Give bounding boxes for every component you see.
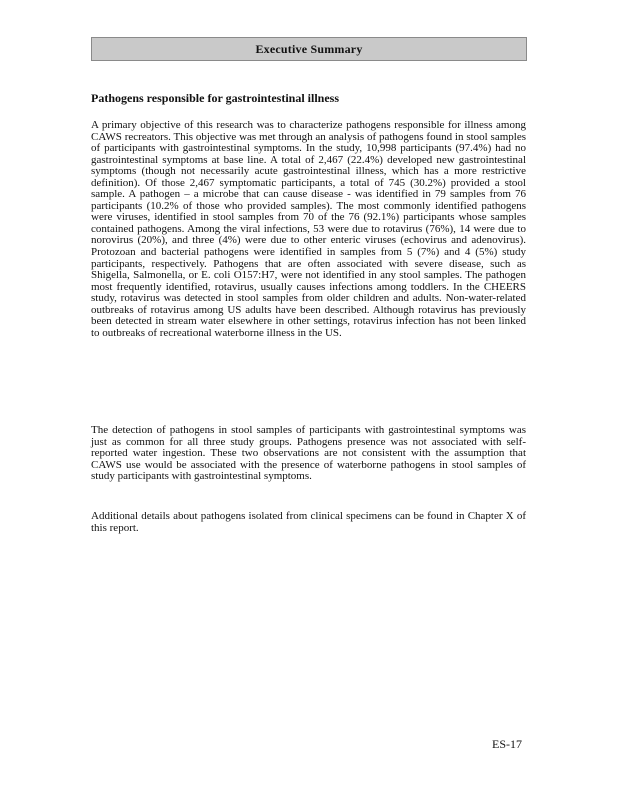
banner-title: Executive Summary (255, 41, 363, 56)
page-number: ES-17 (492, 737, 522, 751)
paragraph-detection-comparison: The detection of pathogens in stool samples of participants with gastrointestinal symptoms was just as common for all three study groups. Pathogens presence was not associated with self-reported water ingestion. These two observations are not consistent with the assumption that CAWS use would be associated with the presence of waterborne pathogens in stool samples of study participants with gastrointestinal symptoms. (91, 424, 526, 483)
paragraph-additional-details: Additional details about pathogens isolated from clinical specimens can be found in Chapter X of this report. (91, 510, 526, 534)
paragraph-pathogen-analysis: A primary objective of this research was to characterize pathogens responsible for illness among CAWS recreators. This objective was met through an analysis of pathogens found in stool samples of participants with gastrointestinal symptoms. In the study, 10,998 participants (97.4%) had no gastrointestinal symptoms at base line. A total of 2,467 (22.4%) developed new gastrointestinal symptoms (though not necessarily acute gastrointestinal illness, which has a more restrictive definition). Of those 2,467 symptomatic participants, a total of 745 (30.2%) provided a stool sample. A pathogen – a microbe that can cause disease - was identified in 79 samples from 76 participants (10.2% of those who provided samples). The most commonly identified pathogens were viruses, identified in stool samples from 70 of the 76 (92.1%) participants whose samples contained pathogens. Among the viral infections, 53 were due to rotavirus (76%), 14 were due to norovirus (20%), and three (4%) were due to other enteric viruses (echovirus and adenovirus). Protozoan and bacterial pathogens were identified in samples from 5 (7%) and 4 (5%) study participants, respectively. Pathogens that are often associated with severe disease, such as Shigella, Salmonella, or E. coli O157:H7, were not identified in any stool samples. The pathogen most frequently identified, rotavirus, usually causes infections among toddlers. In the CHEERS study, rotavirus was detected in stool samples from older children and adults. Non-water-related outbreaks of rotavirus among US adults have been described. Although rotavirus has previously been detected in stream water elsewhere in other settings, rotavirus infection has not been linked to outbreaks of recreational waterborne illness in the US. (91, 119, 526, 339)
section-heading: Pathogens responsible for gastrointestinal illness (91, 91, 340, 105)
executive-summary-banner (91, 37, 527, 61)
